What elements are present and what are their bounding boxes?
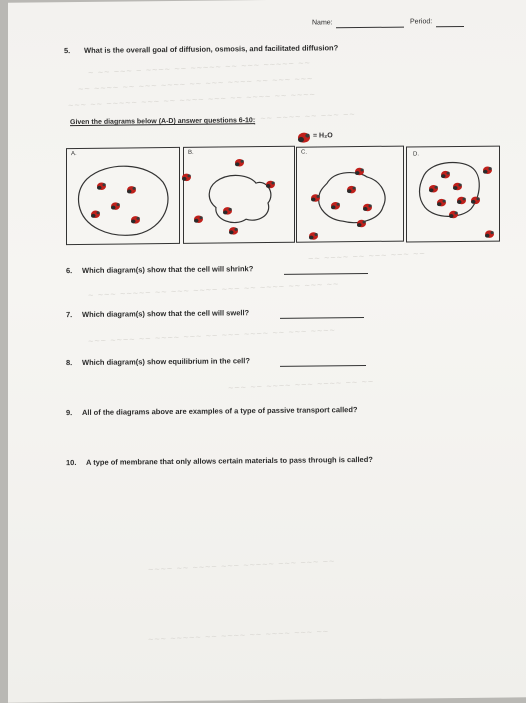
water-molecules	[8, 0, 526, 3]
bleed-through-text: ~~~~ ~~ ~~~~ ~~~ ~~~~~ ~~~ ~~~ ~~	[147, 556, 336, 575]
q6-answer-blank[interactable]	[284, 273, 368, 275]
diagram-a-label: A.	[71, 151, 77, 158]
bleed-through-text: ~~ ~~~~ ~~ ~~~ ~~~~ ~~ ~~~ ~~~~ ~~ ~~~ ~~~	[77, 73, 314, 95]
water-molecule-icon	[484, 230, 495, 239]
q6-text: Which diagram(s) show that the cell will shrink?	[82, 264, 254, 275]
water-molecule-icon	[228, 226, 239, 235]
water-molecule-icon	[448, 210, 459, 219]
q7-answer-blank[interactable]	[280, 317, 364, 319]
period-label: Period:	[410, 18, 433, 26]
q7-text: Which diagram(s) show that the cell will swell?	[82, 308, 250, 319]
diagram-a	[66, 147, 180, 245]
bleed-through-text: ~~~ ~~~~ ~~ ~~~~ ~~~ ~~ ~~~ ~~~~ ~~ ~~~ ~~~~	[87, 324, 336, 347]
q8-text: Which diagram(s) show equilibrium in the cell?	[82, 356, 250, 367]
water-molecule-icon	[482, 166, 493, 175]
q8-number: 8.	[66, 358, 73, 368]
q7-number: 7.	[66, 310, 73, 320]
water-molecule-icon	[310, 193, 321, 202]
worksheet-page	[8, 0, 526, 703]
given-instruction: Given the diagrams below (A-D) answer questions 6-10:	[70, 117, 256, 127]
legend-label: = H₂O	[313, 132, 333, 140]
water-molecule-icon	[126, 185, 137, 194]
q6-number: 6.	[66, 266, 73, 276]
water-molecule-icon	[354, 167, 365, 176]
water-molecule-icon	[265, 180, 276, 189]
cell-membrane-a	[67, 148, 179, 244]
bleed-through-text: ~~~ ~~ ~~~~~ ~~~ ~~ ~~~~ ~~~ ~~ ~~~~ ~~ ~~~~	[67, 89, 316, 111]
water-molecule-icon	[96, 182, 107, 191]
bleed-through-text: ~~~ ~~~~~ ~~ ~~~~ ~~ ~~~~ ~~~ ~~	[147, 626, 330, 645]
bleed-through-text: ~ ~~ ~~~ ~ ~~~~ ~~ ~~~~~ ~~ ~~~ ~~~~~ ~~	[87, 57, 311, 78]
bleed-through-text: ~~ ~~~~ ~~ ~~~ ~~~ ~~	[307, 248, 426, 264]
water-molecule-icon	[362, 203, 373, 212]
diagram-c-label: C.	[301, 149, 307, 156]
water-molecule-icon	[110, 202, 121, 211]
q10-number: 10.	[66, 458, 77, 468]
water-molecule-icon	[308, 231, 319, 240]
q5-number: 5.	[64, 46, 71, 56]
water-molecule-icon	[356, 219, 367, 228]
water-molecule-icon	[440, 170, 451, 179]
period-blank[interactable]	[436, 26, 464, 27]
q10-text: A type of membrane that only allows certain materials to pass through is called?	[86, 454, 373, 467]
diagram-b-label: B.	[188, 149, 194, 156]
bleed-through-text: ~~~ ~~ ~~~~ ~~ ~~~ ~~	[237, 109, 356, 125]
name-blank[interactable]	[336, 27, 404, 29]
water-molecule-icon	[452, 182, 463, 191]
water-molecule-icon	[181, 173, 192, 182]
diagram-d-label: D.	[413, 151, 419, 158]
water-molecule-icon	[130, 215, 141, 224]
water-molecule-icon	[436, 198, 447, 207]
water-molecule-icon	[193, 215, 204, 224]
q8-answer-blank[interactable]	[280, 365, 366, 367]
name-label: Name:	[312, 19, 333, 27]
water-molecule-icon	[456, 196, 467, 205]
water-molecule-icon	[90, 210, 101, 219]
water-molecule-icon	[330, 201, 341, 210]
water-molecule-icon	[234, 158, 245, 167]
q9-text: All of the diagrams above are examples of a type of passive transport called?	[82, 405, 358, 417]
water-molecule-legend-icon	[297, 132, 311, 144]
bleed-through-text: ~~~ ~~ ~~~~ ~~~ ~~~~ ~~ ~~	[227, 376, 375, 393]
water-molecule-icon	[346, 185, 357, 194]
water-molecule-icon	[222, 206, 233, 215]
cell-membrane-d	[407, 147, 499, 242]
bleed-through-text: ~ ~~~ ~~~~~ ~~ ~~~ ~~~~ ~~~ ~~ ~~~~ ~~ ~~~ ~~	[87, 278, 340, 301]
water-molecule-icon	[428, 184, 439, 193]
diagram-d	[406, 146, 500, 243]
q9-number: 9.	[66, 408, 73, 418]
water-molecule-icon	[470, 196, 481, 205]
q5-text: What is the overall goal of diffusion, osmosis, and facilitated diffusion?	[84, 43, 339, 55]
